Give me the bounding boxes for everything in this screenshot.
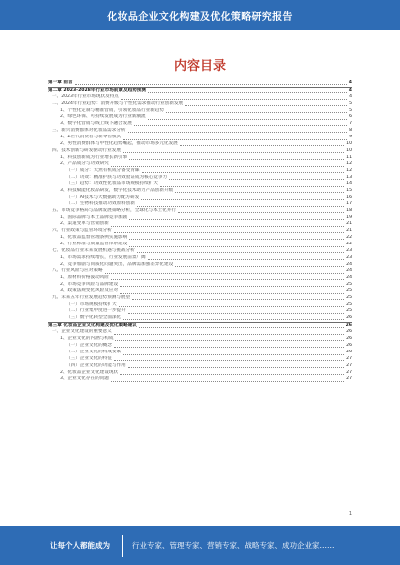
toc-entry-title: （三）趋势：功效性化妆品市场规模持续扩大 xyxy=(66,181,158,187)
toc-entry-page: 13 xyxy=(346,174,352,180)
toc-entry-page: 27 xyxy=(346,356,352,362)
toc-entry-title: 1、原材料价格波动风险 xyxy=(60,274,109,280)
toc-entry[interactable] xyxy=(48,168,352,175)
toc-dot-leader xyxy=(128,131,348,133)
toc-entry-title: 2、渠道变革与营销创新 xyxy=(60,221,109,227)
toc-entry[interactable] xyxy=(48,302,352,309)
toc-entry[interactable] xyxy=(48,87,352,95)
toc-dot-leader xyxy=(123,151,344,153)
toc-entry[interactable] xyxy=(48,336,352,343)
toc-dot-leader xyxy=(114,333,344,335)
toc-entry-title: （四）企业文化的功能与作用 xyxy=(66,362,126,368)
toc-entry[interactable] xyxy=(48,308,352,315)
toc-entry-page: 26 xyxy=(346,336,352,342)
toc-entry-page: 21 xyxy=(346,228,352,234)
toc-entry-page: 26 xyxy=(346,315,352,321)
toc-dot-leader xyxy=(111,380,344,382)
toc-dot-leader xyxy=(132,298,344,300)
toc-entry-title: （二）生物科技推动功效原料创新 xyxy=(66,201,135,207)
toc-dot-leader xyxy=(128,312,344,314)
toc-entry-page: 27 xyxy=(346,369,352,375)
toc-dot-leader xyxy=(120,292,344,294)
toc-entry-page: 12 xyxy=(346,161,352,167)
toc-entry[interactable] xyxy=(48,148,352,155)
toc-entry[interactable] xyxy=(48,161,352,168)
toc-entry[interactable] xyxy=(48,248,352,255)
toc-entry-title: 九、未来五年行业发展趋势预测与展望 xyxy=(52,295,131,300)
toc-entry[interactable] xyxy=(48,181,352,188)
toc-entry[interactable] xyxy=(48,108,352,115)
toc-entry-page: 23 xyxy=(346,248,352,254)
toc-entry[interactable] xyxy=(48,94,352,101)
toc-entry-page: 25 xyxy=(346,301,352,307)
toc-entry-title: 1、企业文化的内涵与构成 xyxy=(60,336,114,342)
toc-entry-page: 16 xyxy=(346,194,352,200)
toc-dot-leader xyxy=(111,278,344,280)
toc-dot-leader xyxy=(137,251,344,253)
toc-entry-page: 24 xyxy=(346,268,352,274)
header-bar xyxy=(0,0,400,30)
table-of-contents xyxy=(48,80,352,510)
toc-entry-page: 6 xyxy=(349,114,352,120)
toc-entry-page: 4 xyxy=(348,80,352,85)
toc-entry-title: 第二章 2023-2028年行业市场前景及趋势预测 xyxy=(48,87,146,93)
toc-entry-title: 1、Z世代消费者与新零售模式 xyxy=(60,134,122,140)
toc-entry-title: （一）AI技术与大数据助力配方研发 xyxy=(66,194,140,200)
toc-dot-leader xyxy=(175,265,344,267)
toc-entry[interactable] xyxy=(48,295,352,302)
toc-entry-title: 四、技术创新与研发驱动行业发展 xyxy=(52,147,121,153)
toc-dot-leader xyxy=(123,353,344,355)
toc-entry-page: 4 xyxy=(349,94,352,100)
toc-entry-title: 三、新兴消费群体对化妆品需求分析 xyxy=(52,127,126,133)
toc-dot-leader xyxy=(114,346,344,348)
toc-dot-leader xyxy=(137,205,344,207)
toc-dot-leader xyxy=(121,98,347,100)
toc-entry-title: 2、产品成分与功效研究 xyxy=(60,161,109,167)
toc-entry-title: 第三章 化妆品企业文化构建及优化策略建议 xyxy=(48,322,137,328)
toc-entry-title: 六、行业政策与监管环境分析 xyxy=(52,228,112,234)
toc-entry[interactable] xyxy=(48,282,352,289)
toc-entry[interactable] xyxy=(48,141,352,148)
page-number: 1 xyxy=(348,511,352,517)
toc-entry-page: 27 xyxy=(346,376,352,382)
toc-entry[interactable] xyxy=(48,268,352,275)
toc-entry-title: 3、科技赋能化妆品研发，数字化技术助力产品创新升级 xyxy=(60,188,174,193)
toc-entry-title: 第一章 前言 xyxy=(48,80,73,85)
toc-entry-page: 25 xyxy=(346,281,352,287)
toc-entry-title: 1、市场需求持续增长，行业发展前景广阔 xyxy=(60,254,146,260)
toc-dot-leader xyxy=(141,198,344,200)
toc-entry-title: 1、科技创新成为行业增长新引擎 xyxy=(60,154,128,160)
toc-dot-leader xyxy=(148,258,345,260)
toc-entry-page: 11 xyxy=(346,154,352,160)
toc-entry-page: 9 xyxy=(349,134,352,140)
toc-entry-title: 1、化妆品监督管理条例实施影响 xyxy=(60,234,128,240)
toc-entry-page: 23 xyxy=(346,254,352,260)
toc-entry-title: 2、男性消费群体与中性化趋势崛起，推动市场多元化发展 xyxy=(60,141,178,147)
toc-dot-leader xyxy=(148,91,347,93)
toc-dot-leader xyxy=(166,111,347,113)
toc-entry[interactable] xyxy=(48,343,352,350)
toc-entry-title: （一）企业文化的概念 xyxy=(66,342,112,348)
toc-dot-leader xyxy=(134,124,347,126)
toc-entry-page: 18 xyxy=(346,208,352,214)
toc-heading: 内容目录 xyxy=(173,59,226,74)
toc-entry-title: 八、行业风险与应对策略 xyxy=(52,268,103,274)
toc-entry-page: 7 xyxy=(349,121,352,127)
toc-entry[interactable] xyxy=(48,135,352,142)
toc-entry-title: （二）企业文化的构成要素 xyxy=(66,349,122,355)
toc-entry-page: 25 xyxy=(346,308,352,314)
toc-dot-leader xyxy=(129,238,344,240)
toc-dot-leader xyxy=(129,218,344,220)
toc-entry-page: 24 xyxy=(346,274,352,280)
toc-entry-title: 七、化妆品行业未来发展机遇与挑战分析 xyxy=(52,248,135,254)
toc-entry-page: 10 xyxy=(346,147,352,153)
toc-entry[interactable] xyxy=(48,80,352,87)
toc-entry[interactable] xyxy=(48,275,352,282)
toc-entry-title: （一）成分：天然有机成分备受青睐 xyxy=(66,167,140,173)
toc-entry-title: 3、企业文化存在的问题 xyxy=(60,376,109,382)
toc-entry-page: 5 xyxy=(349,107,352,113)
toc-dot-leader xyxy=(123,138,347,140)
toc-entry-page: 22 xyxy=(346,234,352,240)
toc-entry[interactable] xyxy=(48,329,352,336)
toc-entry-title: 2、行业标准与质量监管体系建设 xyxy=(60,241,128,247)
toc-dot-leader xyxy=(175,191,344,193)
toc-entry[interactable] xyxy=(48,350,352,357)
toc-dot-leader xyxy=(169,178,344,180)
toc-entry[interactable] xyxy=(48,208,352,215)
toc-dot-leader xyxy=(123,318,344,320)
toc-entry[interactable] xyxy=(48,175,352,182)
report-title: 化妆品企业文化构建及优化策略研究报告 xyxy=(107,12,293,23)
toc-entry-page: 24 xyxy=(346,261,352,267)
toc-dot-leader xyxy=(120,373,344,375)
toc-entry[interactable] xyxy=(48,121,352,128)
toc-entry[interactable] xyxy=(48,195,352,202)
toc-dot-leader xyxy=(178,211,344,213)
toc-entry-title: （一）市场规模持续扩大 xyxy=(66,301,117,307)
toc-dot-leader xyxy=(111,165,344,167)
toc-entry-title: 2、绿色环保、可持续发展成为行业新潮流 xyxy=(60,114,146,120)
toc-entry[interactable] xyxy=(48,188,352,195)
toc-entry-page: 21 xyxy=(346,221,352,227)
toc-entry[interactable] xyxy=(48,262,352,269)
toc-entry[interactable] xyxy=(48,221,352,228)
footer-slogan: 让每个人都能成为 xyxy=(50,541,110,550)
toc-dot-leader xyxy=(114,359,344,361)
toc-entry[interactable] xyxy=(48,370,352,377)
toc-entry-title: 一、2023年行业市场现状及特点 xyxy=(52,94,119,100)
toc-dot-leader xyxy=(111,225,344,227)
toc-dot-leader xyxy=(114,231,344,233)
toc-entry-title: 2、化妆品企业文化建设现状 xyxy=(60,369,119,375)
toc-entry-title: 1、国际品牌与本土品牌竞争加剧 xyxy=(60,214,128,220)
toc-entry[interactable] xyxy=(48,242,352,249)
toc-dot-leader xyxy=(105,272,345,274)
toc-dot-leader xyxy=(129,245,344,247)
toc-entry-page: 27 xyxy=(346,362,352,368)
toc-entry[interactable] xyxy=(48,288,352,295)
toc-dot-leader xyxy=(119,305,345,307)
toc-entry-title: 3、数字化营销与线上线下融合发展 xyxy=(60,121,132,127)
toc-entry-page: 14 xyxy=(346,181,352,187)
toc-entry[interactable] xyxy=(48,101,352,108)
toc-dot-leader xyxy=(75,83,347,85)
toc-entry[interactable] xyxy=(48,215,352,222)
toc-entry[interactable] xyxy=(48,155,352,162)
toc-dot-leader xyxy=(160,185,344,187)
toc-entry-title: 一、企业文化建设的重要意义 xyxy=(52,329,112,335)
toc-entry-title: 2、市场竞争风险与品牌建设 xyxy=(60,281,119,287)
toc-entry-page: 10 xyxy=(346,141,352,147)
toc-entry-title: 二、2024年行业趋势：消费升级与个性化需求推动行业创新发展 xyxy=(52,101,184,107)
toc-entry-page: 12 xyxy=(346,167,352,173)
toc-entry-page: 26 xyxy=(346,349,352,355)
toc-entry-title: （三）企业文化的特征 xyxy=(66,356,112,362)
toc-dot-leader xyxy=(139,326,344,328)
toc-entry-title: 五、市场竞争格局与品牌发展策略分析，全球化与本土化并行 xyxy=(52,208,177,214)
toc-entry-title: 2、竞争加剧与同质化问题突出，品牌需加强差异化建设 xyxy=(60,261,174,267)
toc-entry-page: 4 xyxy=(348,87,352,93)
toc-entry-page: 5 xyxy=(349,101,352,107)
toc-entry[interactable] xyxy=(48,128,352,135)
toc-entry[interactable] xyxy=(48,228,352,235)
toc-entry[interactable] xyxy=(48,322,352,330)
toc-entry-title: 1、个性化定制与精准营销，引领化妆品行业新趋势 xyxy=(60,107,164,113)
footer-divider xyxy=(122,535,123,557)
toc-dot-leader xyxy=(120,285,344,287)
toc-entry[interactable] xyxy=(48,235,352,242)
toc-entry[interactable] xyxy=(48,376,352,383)
footer-tagline: 行业专家、管理专家、营销专家、战略专家、成功企业家…… xyxy=(132,541,335,550)
toc-entry-page: 25 xyxy=(346,295,352,300)
toc-dot-leader xyxy=(180,144,344,146)
toc-entry-title: （二）功效：精准护肤与功效验证成为核心竞争力 xyxy=(66,174,168,180)
toc-entry[interactable] xyxy=(48,255,352,262)
toc-dot-leader xyxy=(115,339,344,341)
toc-entry-page: 25 xyxy=(346,288,352,294)
toc-entry-page: 19 xyxy=(346,214,352,220)
toc-entry[interactable] xyxy=(48,201,352,208)
toc-entry-page: 26 xyxy=(346,329,352,335)
toc-entry-title: 3、政策法规变化风险及应对 xyxy=(60,288,119,294)
footer-bar xyxy=(0,526,400,565)
toc-entry-page: 22 xyxy=(346,241,352,247)
toc-dot-leader xyxy=(129,158,344,160)
toc-dot-leader xyxy=(142,171,345,173)
toc-entry-title: （二）行业集中度进一步提升 xyxy=(66,308,126,314)
toc-entry[interactable] xyxy=(48,356,352,363)
toc-entry[interactable] xyxy=(48,114,352,121)
toc-entry-page: 8 xyxy=(349,127,352,133)
toc-entry[interactable] xyxy=(48,363,352,370)
toc-dot-leader xyxy=(128,366,344,368)
toc-dot-leader xyxy=(185,104,347,106)
toc-entry[interactable] xyxy=(48,315,352,322)
toc-entry-page: 17 xyxy=(346,201,352,207)
toc-entry-page: 15 xyxy=(346,188,352,193)
toc-dot-leader xyxy=(148,118,347,120)
toc-entry-title: （三）数字化转型全面深化 xyxy=(66,315,122,321)
toc-entry-page: 26 xyxy=(346,342,352,348)
toc-entry-page: 26 xyxy=(345,322,352,328)
